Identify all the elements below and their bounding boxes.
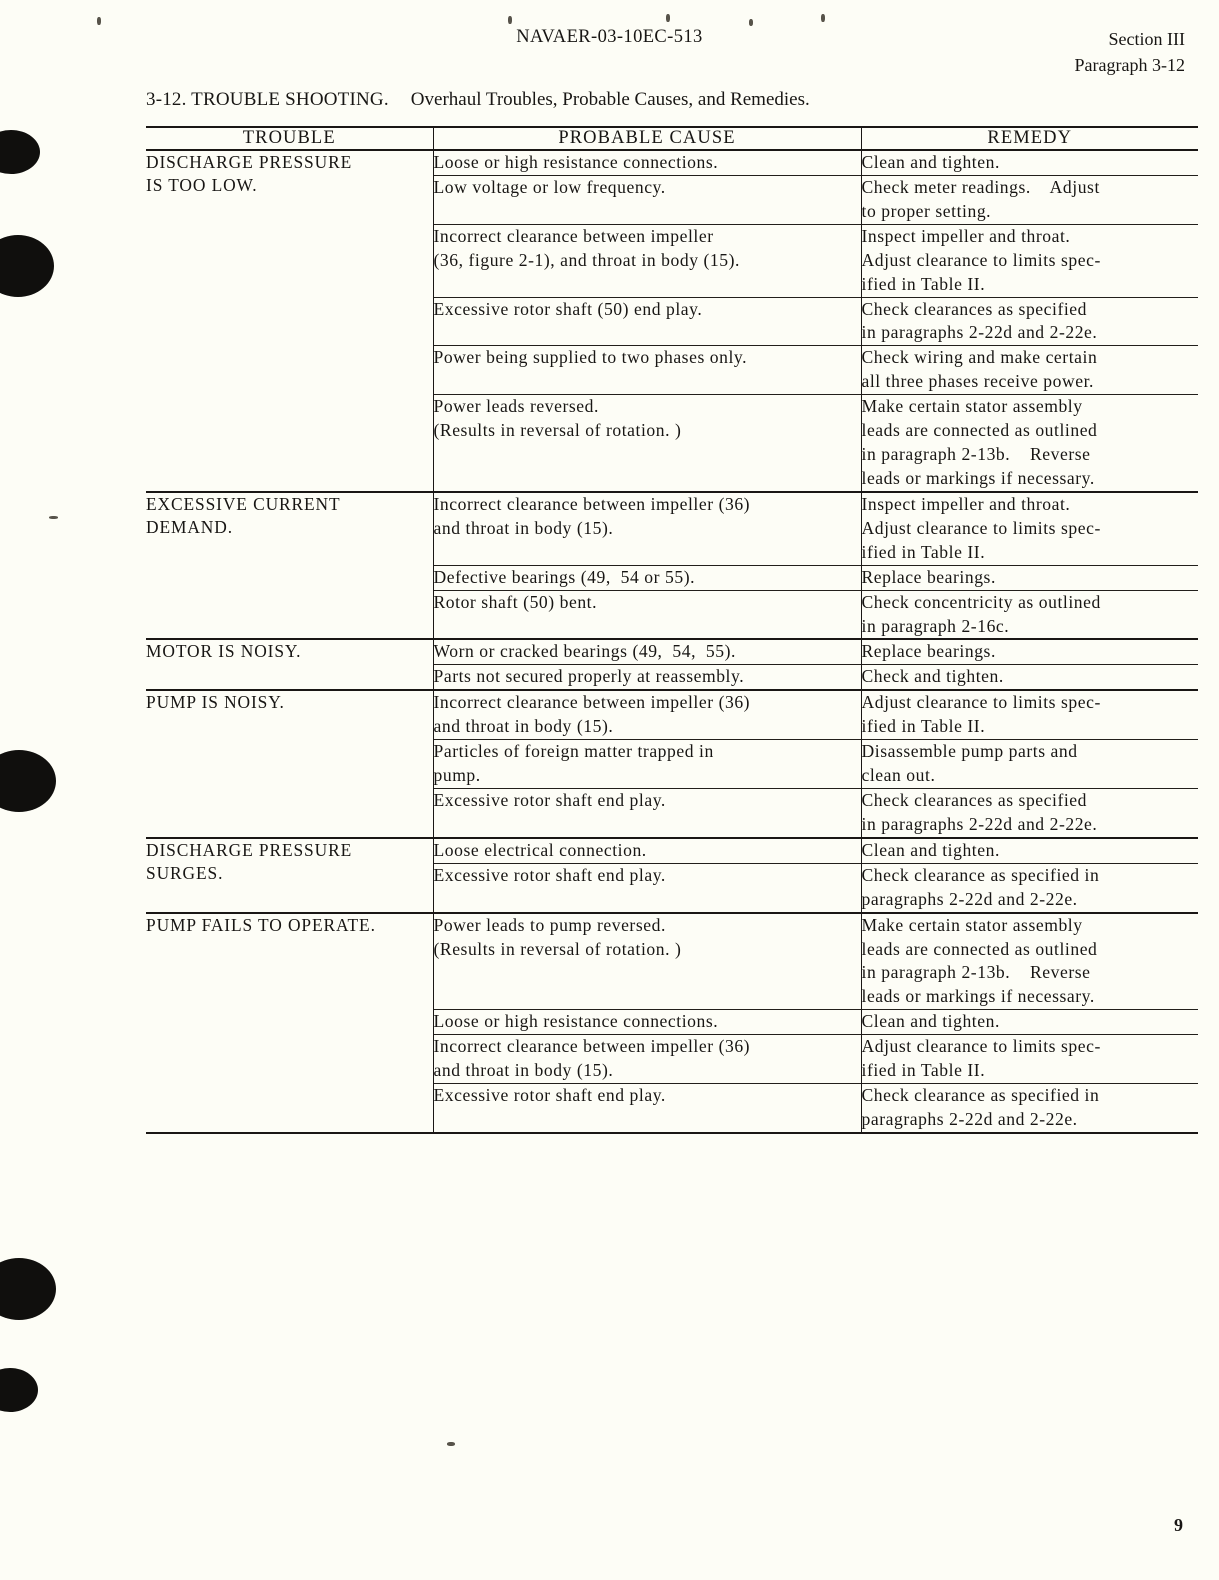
text-line: all three phases receive power. — [861, 371, 1094, 392]
text-line: Power leads to pump reversed. — [433, 914, 666, 935]
cell-remedy — [861, 838, 1198, 863]
trouble-shooting-table — [146, 126, 1198, 1134]
text-line: DEMAND. — [146, 516, 233, 537]
text-line: paragraphs 2-22d and 2-22e. — [861, 888, 1078, 909]
scan-speck — [49, 516, 58, 519]
column-header-trouble: TROUBLE — [146, 128, 433, 150]
cell-probable-cause — [433, 175, 861, 224]
text-line: Replace bearings. — [861, 641, 996, 662]
text-line: Check concentricity as outlined — [861, 591, 1101, 612]
text-line: DISCHARGE PRESSURE — [146, 152, 353, 172]
cell-remedy — [861, 690, 1198, 739]
cell-trouble — [146, 838, 433, 913]
cell-probable-cause — [433, 665, 861, 690]
cell-remedy — [861, 740, 1198, 789]
text-line: Worn or cracked bearings (49, 54, 55). — [433, 641, 736, 662]
text-line: Adjust clearance to limits spec- — [861, 1036, 1101, 1057]
text-line: Check clearances as specified — [861, 298, 1087, 319]
text-line: SURGES. — [146, 862, 224, 883]
cell-remedy — [861, 224, 1198, 297]
cell-probable-cause — [433, 1010, 861, 1035]
text-line: Parts not secured properly at reassembly. — [433, 666, 745, 687]
text-line: ified in Table II. — [861, 716, 986, 737]
text-line: Inspect impeller and throat. — [861, 493, 1071, 514]
section-heading — [146, 89, 810, 111]
cell-probable-cause — [433, 150, 861, 175]
table-row — [146, 690, 1198, 739]
cell-remedy — [861, 639, 1198, 664]
cell-probable-cause — [433, 690, 861, 739]
cell-remedy — [861, 492, 1198, 565]
section-heading-number: 3-12. TROUBLE SHOOTING. — [146, 89, 389, 110]
binder-hole-icon — [0, 750, 56, 812]
cell-remedy — [861, 346, 1198, 395]
text-line: Inspect impeller and throat. — [861, 225, 1071, 246]
scan-speck — [447, 1442, 455, 1446]
cell-remedy — [861, 1010, 1198, 1035]
text-line: in paragraphs 2-22d and 2-22e. — [861, 322, 1098, 343]
text-line: in paragraph 2-16c. — [861, 615, 1010, 636]
text-line: Check clearances as specified — [861, 789, 1087, 810]
table-header-row — [146, 128, 1198, 150]
text-line: Excessive rotor shaft end play. — [433, 789, 666, 810]
cell-remedy — [861, 590, 1198, 639]
text-line: and throat in body (15). — [433, 517, 614, 538]
text-line: pump. — [433, 765, 481, 786]
text-line: leads are connected as outlined — [861, 420, 1098, 441]
binder-hole-icon — [0, 1368, 38, 1412]
text-line: Incorrect clearance between impeller (36) — [433, 692, 751, 713]
column-header-remedy: REMEDY — [861, 128, 1198, 150]
text-line: (36, figure 2-1), and throat in body (15). — [433, 249, 740, 270]
text-line: Incorrect clearance between impeller — [433, 225, 714, 246]
table-row — [146, 150, 1198, 175]
text-line: ified in Table II. — [861, 273, 986, 294]
text-line: Check meter readings. Adjust — [861, 176, 1100, 197]
table-bottom-rule — [433, 1133, 861, 1134]
column-header-probable-cause: PROBABLE CAUSE — [433, 128, 861, 150]
text-line: Rotor shaft (50) bent. — [433, 591, 598, 612]
cell-probable-cause — [433, 639, 861, 664]
text-line: MOTOR IS NOISY. — [146, 641, 302, 662]
text-line: leads or markings if necessary. — [861, 467, 1095, 488]
text-line: in paragraphs 2-22d and 2-22e. — [861, 813, 1098, 834]
cell-trouble — [146, 913, 433, 1133]
cell-trouble — [146, 150, 433, 492]
cell-remedy — [861, 150, 1198, 175]
cell-probable-cause — [433, 590, 861, 639]
cell-probable-cause — [433, 740, 861, 789]
binder-hole-icon — [0, 130, 40, 174]
table-row — [146, 639, 1198, 664]
table-row — [146, 492, 1198, 565]
cell-remedy — [861, 913, 1198, 1010]
text-line: Power leads reversed. — [433, 396, 599, 417]
text-line: Adjust clearance to limits spec- — [861, 692, 1101, 713]
text-line: Loose electrical connection. — [433, 839, 647, 860]
page-number: 9 — [1174, 1515, 1183, 1535]
text-line: paragraphs 2-22d and 2-22e. — [861, 1108, 1078, 1129]
cell-remedy — [861, 863, 1198, 912]
header-right-block — [1075, 26, 1185, 78]
table-header — [146, 127, 1198, 150]
table-row — [146, 838, 1198, 863]
cell-remedy — [861, 788, 1198, 837]
table-bottom-rule — [146, 1133, 433, 1134]
table-bottom-rule-row — [146, 1133, 1198, 1134]
cell-probable-cause — [433, 1035, 861, 1084]
cell-remedy — [861, 175, 1198, 224]
text-line: Clean and tighten. — [861, 839, 1000, 860]
table-row — [146, 913, 1198, 1010]
text-line: Power being supplied to two phases only. — [433, 347, 748, 368]
cell-trouble — [146, 492, 433, 640]
text-line: Adjust clearance to limits spec- — [861, 517, 1101, 538]
text-line: Excessive rotor shaft end play. — [433, 864, 666, 885]
text-line: leads or markings if necessary. — [861, 986, 1095, 1007]
scan-speck — [749, 19, 753, 26]
text-line: in paragraph 2-13b. Reverse — [861, 444, 1091, 465]
cell-probable-cause — [433, 492, 861, 565]
table-bottom-rule — [861, 1133, 1198, 1134]
text-line: Replace bearings. — [861, 566, 996, 587]
text-line: Clean and tighten. — [861, 152, 1000, 172]
cell-probable-cause — [433, 788, 861, 837]
text-line: Make certain stator assembly — [861, 914, 1083, 935]
text-line: Check clearance as specified in — [861, 1085, 1100, 1106]
scan-speck — [666, 14, 670, 22]
cell-probable-cause — [433, 1084, 861, 1133]
text-line: Loose or high resistance connections. — [433, 152, 719, 172]
cell-remedy — [861, 565, 1198, 590]
text-line: Check and tighten. — [861, 666, 1004, 687]
cell-probable-cause — [433, 297, 861, 346]
cell-probable-cause — [433, 565, 861, 590]
text-line: IS TOO LOW. — [146, 174, 258, 195]
text-line: Excessive rotor shaft end play. — [433, 1085, 666, 1106]
section-label: Section III — [1108, 29, 1185, 49]
text-line: Check clearance as specified in — [861, 864, 1100, 885]
text-line: Excessive rotor shaft (50) end play. — [433, 298, 703, 319]
text-line: Disassemble pump parts and — [861, 741, 1078, 762]
text-line: Make certain stator assembly — [861, 396, 1083, 417]
text-line: ified in Table II. — [861, 1060, 986, 1081]
cell-trouble — [146, 639, 433, 690]
cell-remedy — [861, 665, 1198, 690]
text-line: ified in Table II. — [861, 541, 986, 562]
text-line: Loose or high resistance connections. — [433, 1011, 719, 1032]
text-line: and throat in body (15). — [433, 716, 614, 737]
cell-probable-cause — [433, 913, 861, 1010]
scan-speck — [821, 14, 825, 22]
text-line: clean out. — [861, 765, 936, 786]
text-line: leads are connected as outlined — [861, 938, 1098, 959]
cell-probable-cause — [433, 346, 861, 395]
text-line: Particles of foreign matter trapped in — [433, 741, 714, 762]
document-number: NAVAER-03-10EC-513 — [516, 27, 703, 47]
cell-probable-cause — [433, 224, 861, 297]
text-line: Incorrect clearance between impeller (36) — [433, 1036, 751, 1057]
section-heading-subtitle: Overhaul Troubles, Probable Causes, and Remedies. — [410, 89, 810, 110]
text-line: and throat in body (15). — [433, 1060, 614, 1081]
text-line: Check wiring and make certain — [861, 347, 1098, 368]
paragraph-label: Paragraph 3-12 — [1074, 55, 1185, 76]
binder-hole-icon — [0, 1258, 56, 1320]
text-line: to proper setting. — [861, 200, 992, 221]
cell-remedy — [861, 1084, 1198, 1133]
scan-speck — [508, 16, 512, 24]
text-line: Defective bearings (49, 54 or 55). — [433, 566, 696, 587]
cell-probable-cause — [433, 395, 861, 492]
cell-remedy — [861, 1035, 1198, 1084]
text-line: EXCESSIVE CURRENT — [146, 493, 341, 514]
text-line: PUMP IS NOISY. — [146, 692, 285, 713]
text-line: PUMP FAILS TO OPERATE. — [146, 914, 376, 935]
text-line: (Results in reversal of rotation. ) — [433, 420, 682, 441]
text-line: Clean and tighten. — [861, 1011, 1000, 1032]
scan-speck — [97, 17, 101, 25]
binder-hole-icon — [0, 235, 54, 297]
cell-probable-cause — [433, 863, 861, 912]
table-body — [146, 150, 1198, 1134]
text-line: (Results in reversal of rotation. ) — [433, 938, 682, 959]
cell-remedy — [861, 395, 1198, 492]
cell-remedy — [861, 297, 1198, 346]
text-line: Incorrect clearance between impeller (36) — [433, 493, 751, 514]
cell-trouble — [146, 690, 433, 838]
text-line: in paragraph 2-13b. Reverse — [861, 962, 1091, 983]
text-line: Low voltage or low frequency. — [433, 176, 666, 197]
text-line: Adjust clearance to limits spec- — [861, 249, 1101, 270]
text-line: DISCHARGE PRESSURE — [146, 839, 353, 860]
cell-probable-cause — [433, 838, 861, 863]
